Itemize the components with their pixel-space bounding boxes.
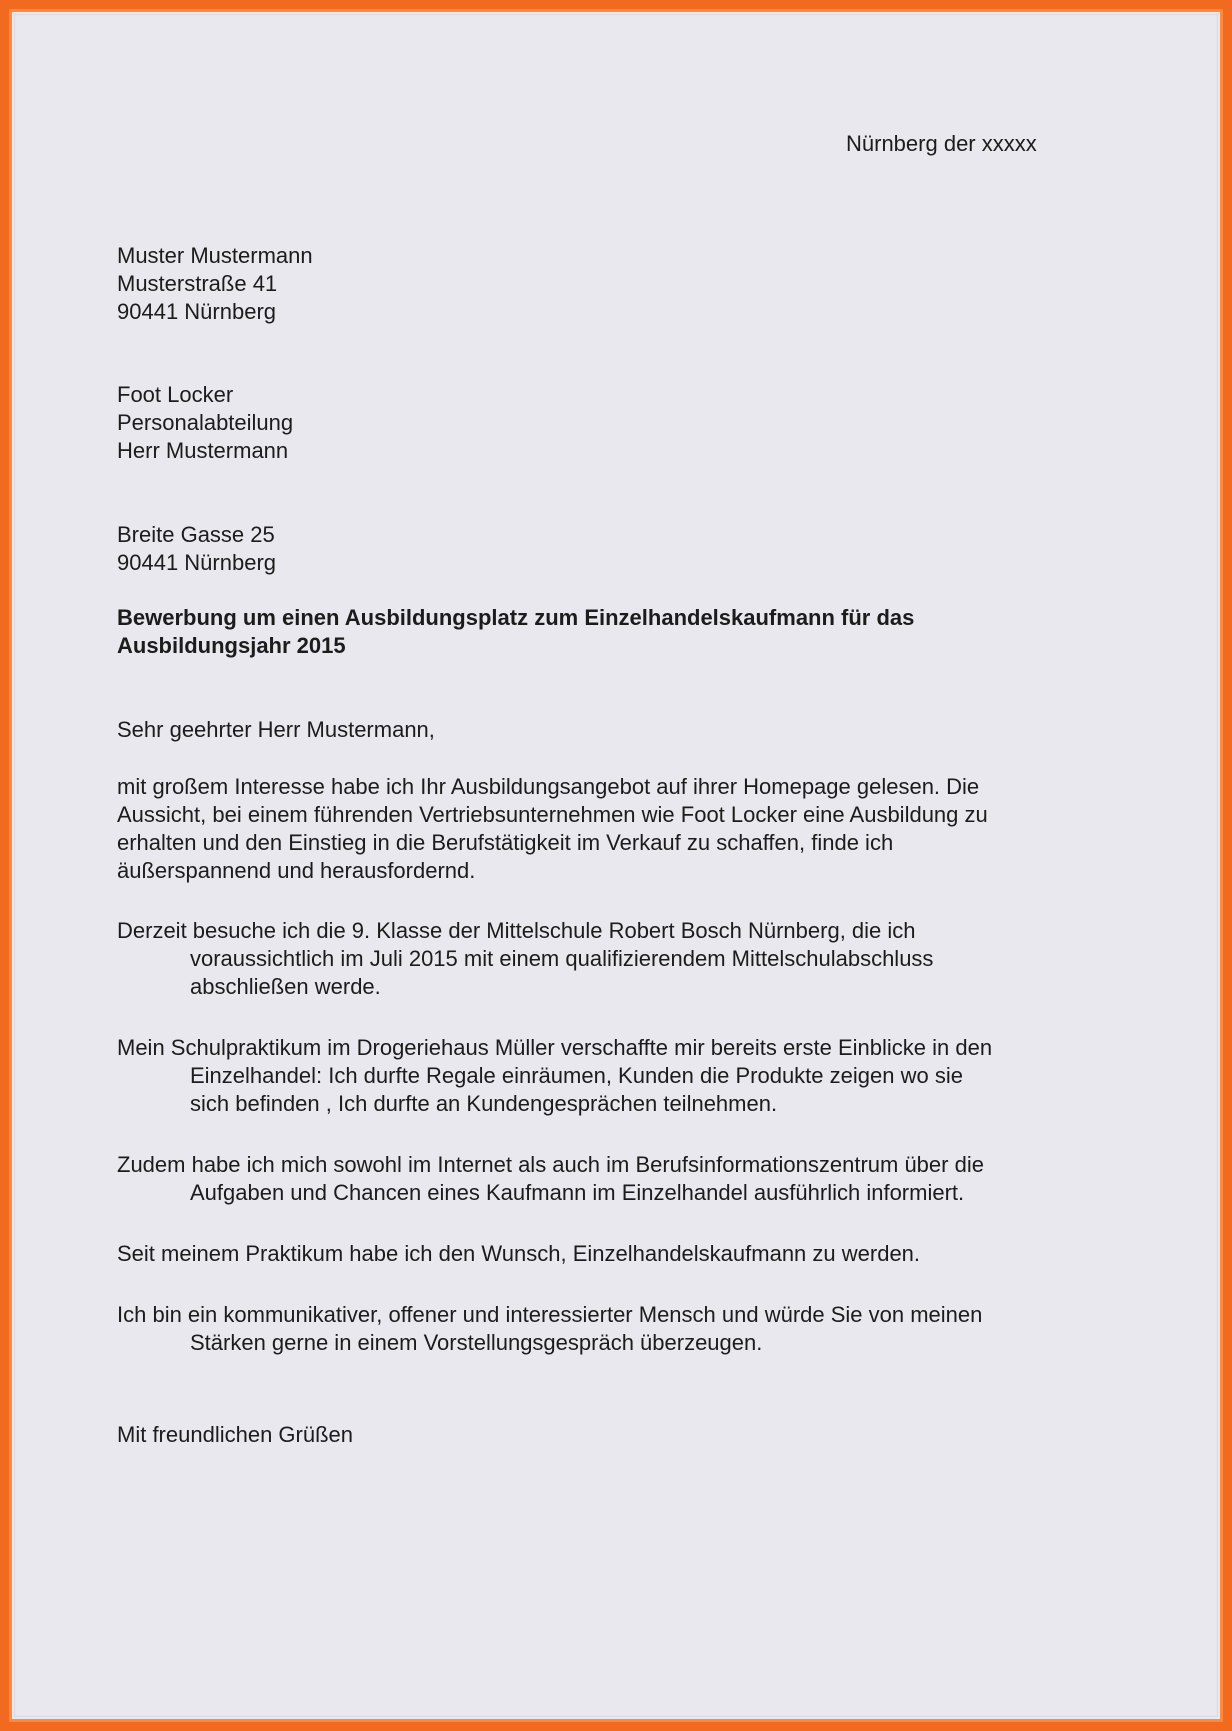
paragraph-line: abschließen werde. bbox=[190, 974, 381, 999]
closing: Mit freundlichen Grüßen bbox=[117, 1422, 353, 1447]
recipient-city: 90441 Nürnberg bbox=[117, 550, 277, 575]
paragraph-line: Seit meinem Praktikum habe ich den Wunsch, Einzelhandelskaufmann zu werden. bbox=[117, 1241, 921, 1266]
paragraph-line: Stärken gerne in einem Vorstellungsgespräch überzeugen. bbox=[190, 1330, 763, 1355]
paragraph-line: mit großem Interesse habe ich Ihr Ausbildungsangebot auf ihrer Homepage gelesen. Die bbox=[117, 774, 980, 799]
recipient-contact: Herr Mustermann bbox=[117, 438, 289, 463]
salutation: Sehr geehrter Herr Mustermann, bbox=[117, 717, 435, 742]
paragraph-line: Ich bin ein kommunikativer, offener und interessierter Mensch und würde Sie von meinen bbox=[117, 1302, 983, 1327]
subject-line: Ausbildungsjahr 2015 bbox=[117, 633, 346, 658]
paragraph-line: Aufgaben und Chancen eines Kaufmann im Einzelhandel ausführlich informiert. bbox=[190, 1180, 965, 1205]
subject-line: Bewerbung um einen Ausbildungsplatz zum Einzelhandelskaufmann für das bbox=[117, 605, 915, 630]
sender-name: Muster Mustermann bbox=[117, 243, 313, 268]
recipient-department: Personalabteilung bbox=[117, 410, 294, 435]
sender-city: 90441 Nürnberg bbox=[117, 299, 277, 324]
paragraph-line: Einzelhandel: Ich durfte Regale einräumen, Kunden die Produkte zeigen wo sie bbox=[190, 1063, 963, 1088]
paragraph-line: voraussichtlich im Juli 2015 mit einem qualifizierendem Mittelschulabschluss bbox=[190, 946, 934, 971]
paragraph-line: äußerspannend und herausfordernd. bbox=[117, 858, 476, 883]
paragraph-line: Mein Schulpraktikum im Drogeriehaus Müller verschaffte mir bereits erste Einblicke in den bbox=[117, 1035, 993, 1060]
sender-street: Musterstraße 41 bbox=[117, 271, 278, 296]
paragraph-line: sich befinden , Ich durfte an Kundengesprächen teilnehmen. bbox=[190, 1091, 778, 1116]
place-date: Nürnberg der xxxxx bbox=[846, 131, 1037, 156]
paragraph-line: erhalten und den Einstieg in die Berufstätigkeit im Verkauf zu schaffen, finde ich bbox=[117, 830, 894, 855]
paragraph-line: Aussicht, bei einem führenden Vertriebsunternehmen wie Foot Locker eine Ausbildung zu bbox=[117, 802, 988, 827]
paragraph-line: Derzeit besuche ich die 9. Klasse der Mittelschule Robert Bosch Nürnberg, die ich bbox=[117, 918, 916, 943]
recipient-company: Foot Locker bbox=[117, 382, 234, 407]
paragraph-line: Zudem habe ich mich sowohl im Internet als auch im Berufsinformationszentrum über die bbox=[117, 1152, 984, 1177]
recipient-street: Breite Gasse 25 bbox=[117, 522, 275, 547]
